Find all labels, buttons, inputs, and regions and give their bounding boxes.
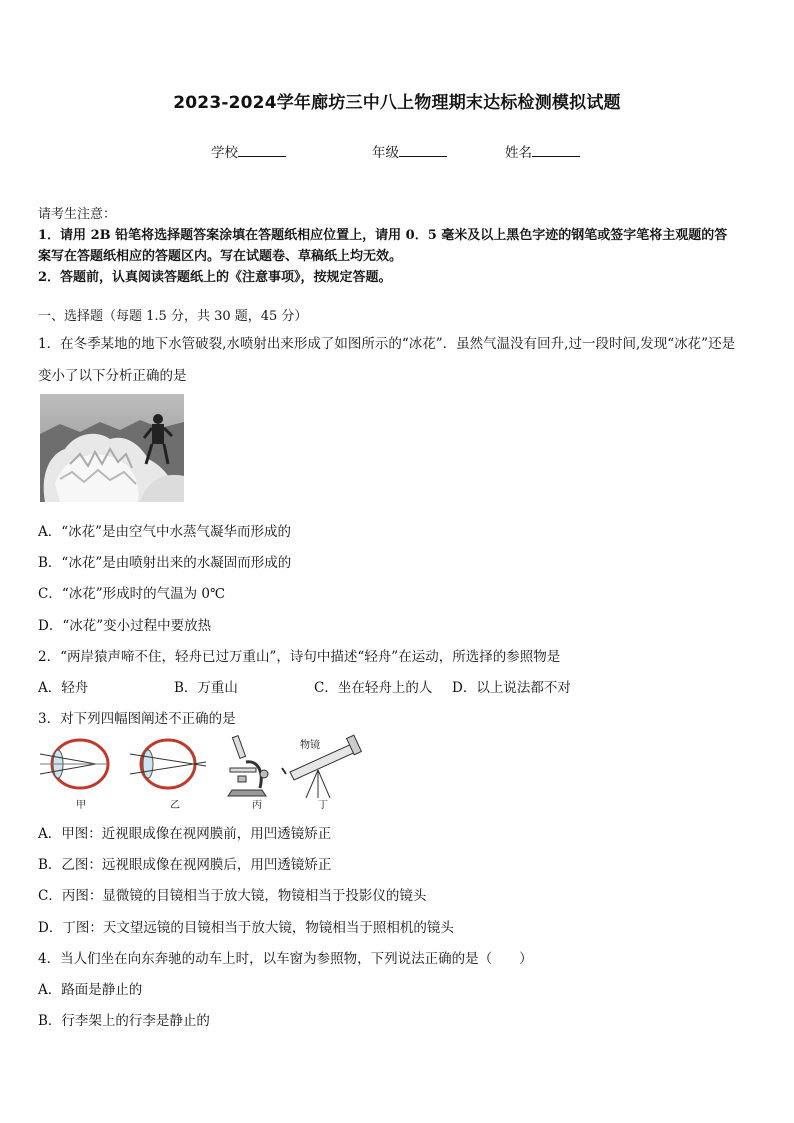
ice-flower-photo [40, 394, 184, 502]
q3-option-a: A．甲图：近视眼成像在视网膜前，用凹透镜矫正 [38, 826, 332, 842]
eye-diagram-yi [130, 740, 206, 788]
notice-item-2: 2．答题前，认真阅读答题纸上的《注意事项》，按规定答题。 [38, 270, 392, 285]
grade-label: 年级 [372, 145, 399, 161]
q1-option-c: C．“冰花”形成时的气温为 0℃ [38, 586, 226, 602]
fig-label-bing: 丙 [252, 800, 262, 811]
page-title: 2023-2024学年廊坊三中八上物理期末达标检测模拟试题 [173, 93, 621, 113]
grade-blank [399, 144, 447, 157]
q3-option-d: D．丁图：天文望远镜的目镜相当于放大镜，物镜相当于照相机的镜头 [38, 920, 454, 936]
name-field [505, 141, 580, 161]
q1-option-b: B．“冰花”是由喷射出来的水凝固而形成的 [38, 555, 292, 571]
q1-stem-a: 1．在冬季某地的地下水管破裂,水喷射出来形成了如图所示的“冰花”．虽然气温没有回升,过一段时间,发现“冰花”还是 [38, 336, 736, 352]
microscope-diagram [228, 736, 268, 796]
name-blank [532, 144, 580, 157]
q3-figures [38, 732, 362, 810]
grade-field [372, 141, 447, 161]
q2-option-d: D．以上说法都不对 [452, 680, 571, 696]
q4-stem: 4．当人们坐在向东奔驰的动车上时，以车窗为参照物，下列说法正确的是（ ） [38, 951, 533, 967]
q4-option-a: A．路面是静止的 [38, 982, 143, 998]
q3-option-c: C．丙图：显微镜的目镜相当于放大镜，物镜相当于投影仪的镜头 [38, 888, 427, 904]
fig-label-yi: 乙 [170, 800, 180, 811]
q1-stem-b: 变小了以下分析正确的是 [38, 368, 187, 384]
q1-option-d: D．“冰花”变小过程中要放热 [38, 618, 212, 634]
fig-label-jia: 甲 [76, 800, 86, 811]
school-label: 学校 [211, 145, 238, 161]
telescope-diagram [282, 735, 361, 798]
q4-option-b: B．行李架上的行李是静止的 [38, 1013, 210, 1029]
q1-option-a: A．“冰花”是由空气中水蒸气凝华而形成的 [38, 524, 292, 540]
q2-stem: 2．“两岸猿声啼不住，轻舟已过万重山”，诗句中描述“轻舟”在运动，所选择的参照物是 [38, 649, 561, 665]
q3-stem: 3．对下列四幅图阐述不正确的是 [38, 711, 236, 727]
q2-option-c: C．坐在轻舟上的人 [314, 680, 433, 696]
notice-heading: 请考生注意： [38, 207, 117, 222]
notice-item-1a: 1．请用 2B 铅笔将选择题答案涂填在答题纸相应位置上，请用 0．5 毫米及以上黑色字迹的钢笔或签字笔将主观题的答 [38, 228, 728, 243]
q3-option-b: B．乙图：远视眼成像在视网膜后，用凹透镜矫正 [38, 857, 332, 873]
notice-item-1b: 案写在答题纸相应的答题区内。写在试题卷、草稿纸上均无效。 [38, 249, 403, 264]
school-field [211, 141, 286, 161]
q2-option-a: A．轻舟 [38, 680, 89, 696]
name-label: 姓名 [505, 145, 532, 161]
fig-label-ding: 丁 [318, 800, 328, 811]
section-heading: 一、选择题（每题 1.5 分，共 30 题，45 分） [38, 309, 308, 324]
eye-diagram-jia [40, 740, 108, 788]
q2-option-b: B．万重山 [174, 680, 238, 696]
objective-lens-label: 物镜 [300, 740, 320, 751]
school-blank [238, 144, 286, 157]
